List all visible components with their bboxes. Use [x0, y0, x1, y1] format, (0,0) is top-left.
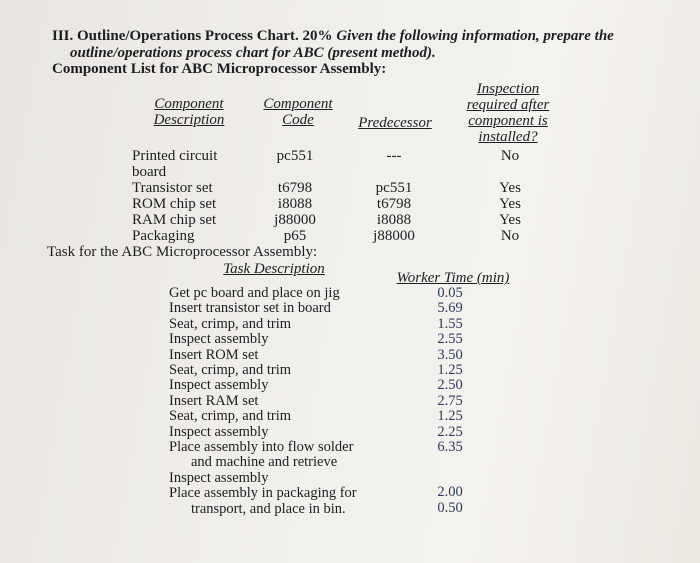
task-description-cont: transport, and place in bin.: [191, 500, 346, 517]
task-description-column: [169, 286, 357, 517]
task-description: Seat, crimp, and trim: [169, 362, 292, 379]
task-description-cont: and machine and retrieve: [191, 454, 338, 471]
component-desc: RAM chip set: [132, 212, 217, 228]
component-code: p65: [283, 228, 307, 244]
task-list-title: Task for the ABC Microprocessor Assembly:: [47, 244, 318, 260]
worker-time: 2.25: [437, 423, 463, 440]
header-task-description: Task Description: [223, 261, 325, 277]
task-description: Get pc board and place on jig: [169, 285, 340, 301]
component-desc-cont: board: [132, 164, 167, 180]
predecessor: j88000: [373, 228, 415, 244]
header-component-description: [148, 96, 230, 128]
worker-time: 6.35: [437, 439, 463, 456]
inspection-required: Yes: [499, 196, 521, 212]
header-worker-time: Worker Time (min): [396, 270, 510, 286]
component-desc-column: [132, 148, 217, 244]
predecessor-column: [365, 148, 423, 244]
worker-time: 2.75: [437, 392, 463, 409]
header-desc-line2: Description: [153, 112, 225, 128]
component-code-column: [270, 148, 320, 244]
header-insp-line4: installed?: [478, 129, 538, 145]
task-description: Inspect assembly: [169, 331, 269, 348]
worker-time: 2.50: [437, 377, 463, 394]
question-title: III. Outline/Operations Process Chart. 20%: [52, 28, 333, 44]
component-code: t6798: [277, 180, 313, 196]
header-insp-line1: Inspection: [476, 81, 540, 97]
header-desc-line1: Component: [154, 96, 224, 112]
predecessor: t6798: [376, 196, 412, 212]
component-code: pc551: [276, 148, 314, 164]
task-description: Seat, crimp, and trim: [169, 408, 292, 425]
worker-time: 1.25: [437, 408, 463, 425]
worker-time: 1.55: [437, 315, 463, 332]
header-insp-line3: component is: [468, 113, 548, 129]
question-instruction: Given the following information, prepare the: [336, 28, 614, 44]
task-description: Insert ROM set: [169, 346, 259, 363]
task-description: Insert RAM set: [169, 392, 259, 409]
task-description: Place assembly into flow solder: [169, 439, 354, 456]
inspection-column: [488, 148, 532, 244]
task-description: Seat, crimp, and trim: [169, 315, 292, 332]
task-description: Inspect assembly: [169, 377, 269, 394]
component-desc: Packaging: [132, 228, 195, 244]
component-list-title: Component List for ABC Microprocessor Assembly:: [52, 61, 387, 77]
worker-time: 0.50: [437, 499, 463, 516]
worker-time: 1.25: [437, 362, 463, 379]
header-insp-line2: required after: [466, 97, 550, 113]
predecessor: pc551: [375, 180, 413, 196]
worker-time: 0.05: [437, 285, 463, 301]
inspection-required: No: [500, 228, 520, 244]
question-instruction-line2: outline/operations process chart for ABC (present method).: [70, 45, 436, 61]
inspection-required: Yes: [499, 180, 521, 196]
header-predecessor: Predecessor: [358, 115, 432, 131]
inspection-required: No: [500, 148, 520, 164]
component-desc: ROM chip set: [132, 196, 217, 212]
inspection-required: Yes: [499, 212, 521, 228]
task-description: Inspect assembly: [169, 469, 269, 486]
component-desc: Printed circuit: [132, 148, 218, 164]
worker-time: 5.69: [437, 300, 463, 317]
task-description: Place assembly in packaging for: [169, 485, 357, 502]
component-code: j88000: [274, 212, 316, 228]
header-code-line2: Code: [282, 112, 314, 128]
predecessor: i8088: [376, 212, 412, 228]
worker-time-column: [434, 286, 466, 516]
worker-time: 2.55: [437, 331, 463, 348]
worker-time: 2.00: [437, 484, 463, 501]
header-code-line1: Component: [263, 96, 333, 112]
question-heading: [52, 28, 614, 45]
component-code: i8088: [277, 196, 313, 212]
header-inspection: [458, 81, 558, 145]
worker-time: 3.50: [437, 346, 463, 363]
task-description: Insert transistor set in board: [169, 300, 331, 317]
predecessor: ---: [386, 148, 402, 164]
header-component-code: [258, 96, 338, 128]
task-description: Inspect assembly: [169, 423, 269, 440]
component-desc: Transistor set: [132, 180, 213, 196]
